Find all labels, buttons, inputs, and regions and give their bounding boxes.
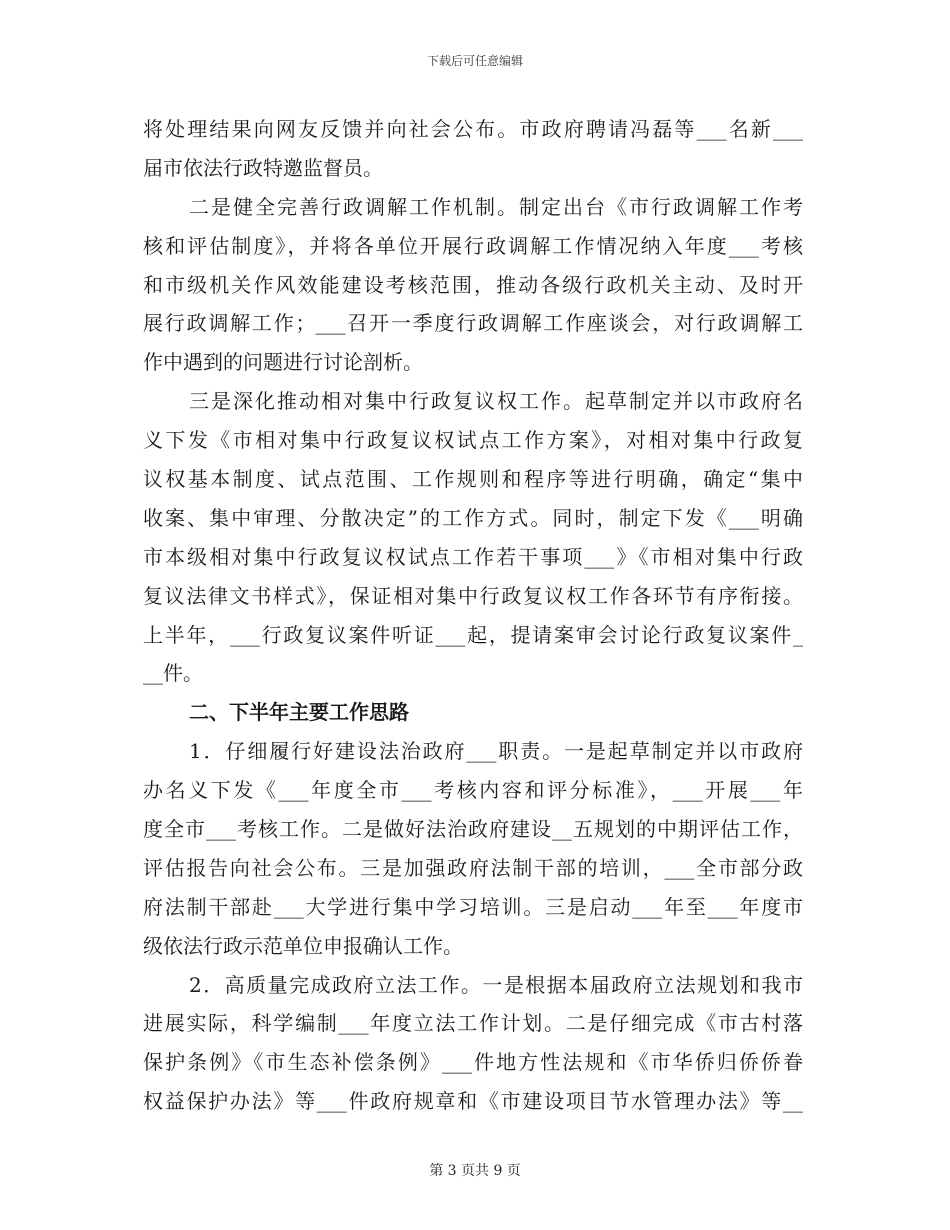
body-line: 级依法行政示范单位申报确认工作。: [143, 933, 463, 958]
body-line: 1．仔细履行好建设法治政府___职责。一是起草制定并以市政府: [189, 739, 803, 764]
body-line: 届市依法行政特邀监督员。: [143, 155, 383, 180]
body-line: 作中遇到的问题进行讨论剖析。: [143, 350, 423, 375]
body-line: 展行政调解工作；___召开一季度行政调解工作座谈会，对行政调解工: [143, 311, 803, 336]
body-line: 度全市___考核工作。二是做好法治政府建设__五规划的中期评估工作，: [143, 817, 803, 842]
body-line: 办名义下发《___年度全市___考核内容和评分标准》，___开展___年: [143, 778, 803, 803]
body-line: 核和评估制度》，并将各单位开展行政调解工作情况纳入年度___考核: [143, 233, 803, 258]
section-heading: 二、下半年主要工作思路: [189, 700, 409, 725]
body-line: 评估报告向社会公布。三是加强政府法制干部的培训，___全市部分政: [143, 855, 803, 880]
body-line: 保护条例》《市生态补偿条例》___件地方性法规和《市华侨归侨侨眷: [143, 1050, 803, 1075]
body-line: 上半年，___行政复议案件听证___起，提请案审会讨论行政复议案件_: [143, 622, 803, 647]
body-line: __件。: [143, 661, 203, 686]
body-line: 收案、集中审理、分散决定”的工作方式。同时，制定下发《___明确: [143, 505, 803, 530]
body-line: 义下发《市相对集中行政复议权试点工作方案》，对相对集中行政复: [143, 428, 803, 453]
document-body: [143, 110, 803, 1121]
body-line: 府法制干部赴___大学进行集中学习培训。三是启动___年至___年度市: [143, 894, 803, 919]
body-line: 将处理结果向网友反馈并向社会公布。市政府聘请冯磊等___名新___: [143, 117, 803, 141]
page-footer: 第 3 页共 9 页: [429, 1163, 521, 1179]
body-line: 和市级机关作风效能建设考核范围，推动各级行政机关主动、及时开: [143, 272, 803, 297]
body-line: 市本级相对集中行政复议权试点工作若干事项___》《市相对集中行政: [143, 544, 803, 569]
body-line: 三是深化推动相对集中行政复议权工作。起草制定并以市政府名: [189, 389, 803, 414]
body-line: 进展实际，科学编制___年度立法工作计划。二是仔细完成《市古村落: [143, 1011, 803, 1036]
body-line: 权益保护办法》等___件政府规章和《市建设项目节水管理办法》等__: [143, 1089, 803, 1114]
body-line: 复议法律文书样式》，保证相对集中行政复议权工作各环节有序衔接。: [143, 583, 803, 608]
page-header: 下载后可任意编辑: [426, 54, 523, 68]
body-line: 议权基本制度、试点范围、工作规则和程序等进行明确，确定“集中: [143, 467, 803, 492]
body-line: 二是健全完善行政调解工作机制。制定出台《市行政调解工作考: [189, 194, 803, 219]
body-line: 2．高质量完成政府立法工作。一是根据本届政府立法规划和我市: [189, 972, 803, 997]
